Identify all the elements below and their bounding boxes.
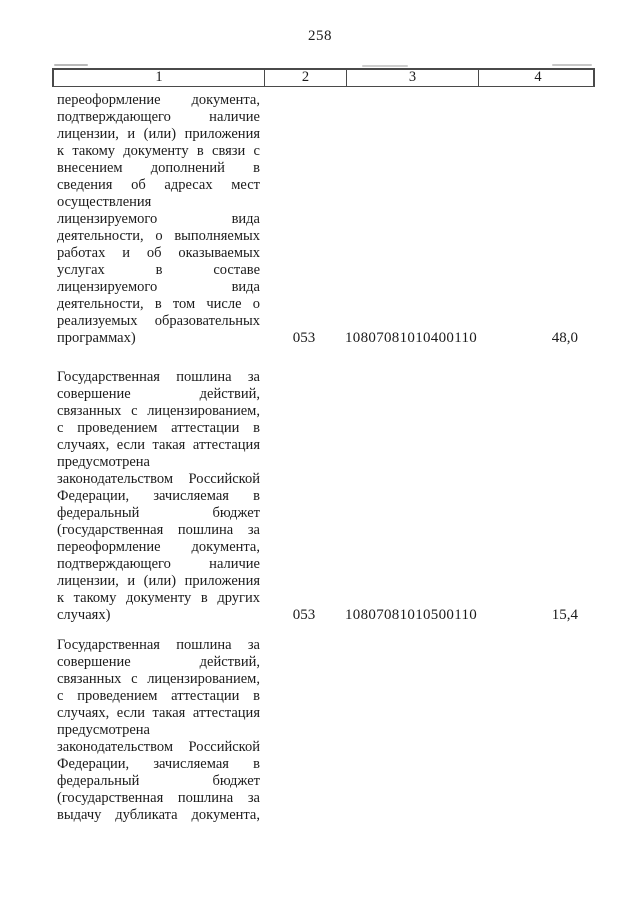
description-line: лицензии, и (или) приложения xyxy=(57,126,260,142)
scan-artifact xyxy=(362,65,408,67)
row-description xyxy=(52,637,263,824)
column-header-3: 3 xyxy=(347,70,479,86)
amount-value: 48,0 xyxy=(551,330,578,346)
description-line: к такому документу в связи с xyxy=(57,143,260,159)
description-line: Федерации, зачисляемая в xyxy=(57,488,260,504)
column-header-1: 1 xyxy=(54,70,265,86)
description-line: программах) xyxy=(57,330,136,346)
description-line: совершение действий, xyxy=(57,386,260,402)
table-row xyxy=(52,637,595,824)
description-line: переоформление документа, xyxy=(57,539,260,555)
row-description xyxy=(52,369,263,624)
description-line: переоформление документа, xyxy=(57,92,260,108)
amount-value: 15,4 xyxy=(551,607,578,623)
description-line: подтверждающего наличие xyxy=(57,109,260,125)
description-line: совершение действий, xyxy=(57,654,260,670)
description-line: Государственная пошлина за xyxy=(57,637,260,653)
description-line: законодательством Российской xyxy=(57,739,260,755)
budget-table xyxy=(52,68,595,824)
description-line: связанных с лицензированием, xyxy=(57,403,260,419)
scan-artifact xyxy=(552,64,592,66)
table-header-row xyxy=(52,68,595,87)
agency-code: 053 xyxy=(292,607,316,623)
description-line: лицензии, и (или) приложения xyxy=(57,573,260,589)
description-line: с проведением аттестации в xyxy=(57,688,260,704)
description-line: подтверждающего наличие xyxy=(57,556,260,572)
budget-classification-code: 10807081010400110 xyxy=(345,330,478,346)
description-line: законодательством Российской xyxy=(57,471,260,487)
description-line: предусмотрена xyxy=(57,722,150,738)
description-line: федеральный бюджет xyxy=(57,773,260,789)
description-line: с проведением аттестации в xyxy=(57,420,260,436)
scan-artifact xyxy=(54,64,88,66)
budget-classification-code: 10807081010500110 xyxy=(345,607,478,623)
description-line: случаях, если такая аттестация xyxy=(57,437,260,453)
description-line: Федерации, зачисляемая в xyxy=(57,756,260,772)
description-line: лицензируемого вида xyxy=(57,279,260,295)
description-line: осуществления xyxy=(57,194,152,210)
column-header-2: 2 xyxy=(265,70,347,86)
page-number: 258 xyxy=(308,28,332,44)
description-line: деятельности, в том числе о xyxy=(57,296,260,312)
description-line: сведения об адресах мест xyxy=(57,177,260,193)
description-line: к такому документу в других xyxy=(57,590,260,606)
description-line: реализуемых образовательных xyxy=(57,313,260,329)
column-header-4: 4 xyxy=(534,70,542,85)
description-line: предусмотрена xyxy=(57,454,150,470)
table-row xyxy=(52,92,595,347)
agency-code: 053 xyxy=(292,330,316,346)
description-line: связанных с лицензированием, xyxy=(57,671,260,687)
row-description xyxy=(52,92,263,347)
description-line: деятельности, о выполняемых xyxy=(57,228,260,244)
description-line: услугах в составе xyxy=(57,262,260,278)
description-line: выдачу дубликата документа, xyxy=(57,807,260,823)
description-line: Государственная пошлина за xyxy=(57,369,260,385)
description-line: федеральный бюджет xyxy=(57,505,260,521)
description-line: лицензируемого вида xyxy=(57,211,260,227)
description-line: внесением дополнений в xyxy=(57,160,260,176)
description-line: (государственная пошлина за xyxy=(57,790,260,806)
table-row xyxy=(52,369,595,624)
description-line: случаях) xyxy=(57,607,111,623)
description-line: (государственная пошлина за xyxy=(57,522,260,538)
description-line: работах и об оказываемых xyxy=(57,245,260,261)
description-line: случаях, если такая аттестация xyxy=(57,705,260,721)
